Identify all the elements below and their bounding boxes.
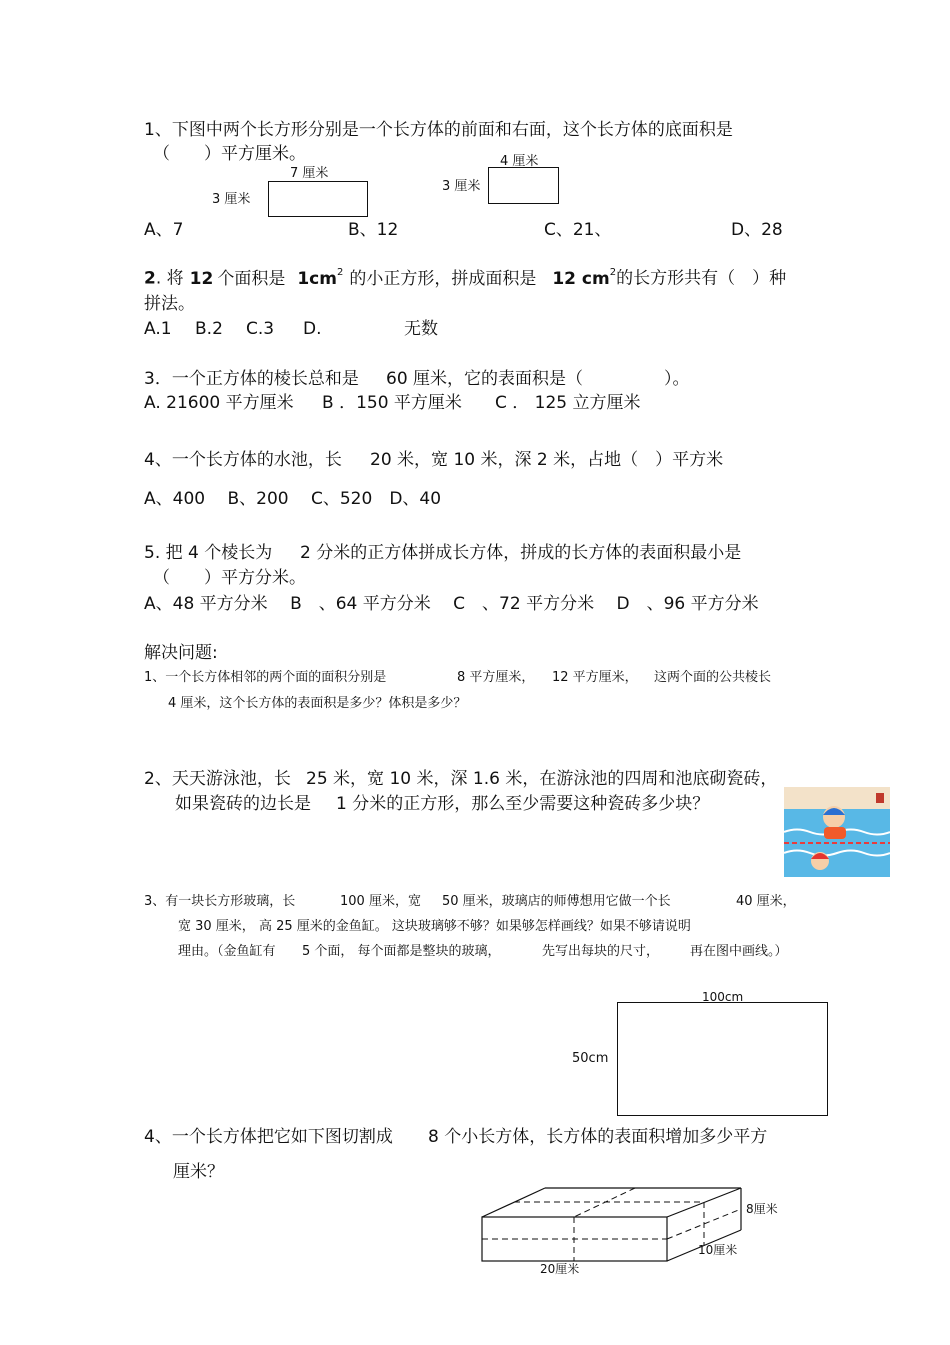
q2-number: 2 <box>144 268 156 289</box>
q2-option-d: D. <box>303 319 322 339</box>
q2-part1: . 将 <box>155 268 184 289</box>
q1-fig1-left-label: 3 厘米 <box>212 192 251 207</box>
q4-options: A、400 B、200 C、520 D、40 <box>144 489 442 509</box>
q2-unit2: 12 cm <box>552 268 610 289</box>
q2-sup2: 2 <box>609 267 617 278</box>
q2-option-d-text: 无数 <box>404 319 438 339</box>
p4-height-label: 8厘米 <box>746 1202 778 1216</box>
q1-option-d: D、28 <box>731 220 783 240</box>
q1-line1: 1、下图中两个长方形分别是一个长方体的前面和右面，这个长方体的底面积是 <box>144 120 733 140</box>
p2-line2b: 1 分米的正方形，那么至少需要这种瓷砖多少块？ <box>336 794 710 814</box>
q5-options: A、48 平方分米 B 、64 平方分米 C 、72 平方分米 D 、96 平方分米 <box>144 594 759 614</box>
q1-option-a: A、7 <box>144 220 184 240</box>
p2-line1b: 25 米，宽 10 米，深 1.6 米，在游泳池的四周和池底砌瓷砖， <box>306 769 778 789</box>
q5-line2: （ ）平方分米。 <box>153 568 306 588</box>
p1-line2: 4 厘米，这个长方体的表面积是多少？体积是多少？ <box>168 696 467 711</box>
swimming-pool-image <box>784 787 890 877</box>
q3-line1b: 60 厘米，它的表面积是（ <box>386 369 584 389</box>
p3-line1b: 100 厘米，宽 <box>340 894 421 909</box>
p3-line1c: 50 厘米，玻璃店的师傅想用它做一个长 <box>442 894 671 909</box>
p4-width-label: 10厘米 <box>698 1243 738 1257</box>
p4-line2: 厘米？ <box>173 1162 224 1182</box>
p3-line1d: 40 厘米， <box>736 894 796 909</box>
q2-sup1: 2 <box>336 267 344 278</box>
q2-part4: 的长方形共有（ ）种 <box>616 268 787 289</box>
q3-option-a: A. 21600 平方厘米 <box>144 393 294 413</box>
q3-option-b: B ．150 平方厘米 <box>322 393 462 413</box>
q3-option-c: C ． 125 立方厘米 <box>495 393 641 413</box>
p3-glass-width-label: 100cm <box>702 990 744 1004</box>
q1-fig2-left-label: 3 厘米 <box>442 179 481 194</box>
q1-line2: （ ）平方厘米。 <box>153 144 306 164</box>
q1-option-b: B、12 <box>348 220 399 240</box>
p3-line3a: 理由。（金鱼缸有 <box>178 944 276 959</box>
q1-front-rectangle <box>268 181 368 217</box>
p4-line1a: 4、一个长方体把它如下图切割成 <box>144 1127 393 1147</box>
q2-option-a: A.1 <box>144 319 172 339</box>
p3-glass-height-label: 50cm <box>572 1051 609 1066</box>
q3-line1c: ）。 <box>664 369 690 389</box>
p1-line1c: 12 平方厘米， <box>552 670 638 685</box>
q3-line1a: 3．一个正方体的棱长总和是 <box>144 369 359 389</box>
q2-count: 12 <box>189 268 214 289</box>
q5-line1a: 5. 把 4 个棱长为 <box>144 543 273 563</box>
p2-line2a: 如果瓷砖的边长是 <box>175 794 311 814</box>
p1-line1d: 这两个面的公共棱长 <box>654 670 772 685</box>
q2-option-b: B.2 <box>195 319 223 339</box>
p1-line1b: 8 平方厘米， <box>457 670 535 685</box>
q4-line1b: 20 米，宽 10 米，深 2 米，占地（ ）平方米 <box>370 450 724 470</box>
q1-option-c: C、21、 <box>544 220 612 240</box>
p4-line1b: 8 个小长方体，长方体的表面积增加多少平方 <box>428 1127 768 1147</box>
p3-line1a: 3、有一块长方形玻璃，长 <box>144 894 296 909</box>
q2-part2: 个面积是 <box>217 268 286 289</box>
cuboid-cut-diagram <box>470 1180 800 1280</box>
q4-line1a: 4、一个长方体的水池，长 <box>144 450 342 470</box>
q2-line1 <box>144 267 787 289</box>
q2-line2: 拼法。 <box>144 294 195 314</box>
q2-part3: 的小正方形，拼成面积是 <box>349 268 537 289</box>
p4-length-label: 20厘米 <box>540 1262 580 1276</box>
p1-line1a: 1、一个长方体相邻的两个面的面积分别是 <box>144 670 387 685</box>
q1-fig2-top-label: 4 厘米 <box>500 154 539 169</box>
section-title: 解决问题: <box>144 643 218 663</box>
q5-line1b: 2 分米的正方体拼成长方体，拼成的长方体的表面积最小是 <box>300 543 742 563</box>
p3-line3c: 先写出每块的尺寸， <box>542 944 660 959</box>
p3-line3b: 5 个面， 每个面都是整块的玻璃， <box>302 944 501 959</box>
q1-right-rectangle <box>488 167 559 204</box>
p3-line3d: 再在图中画线。） <box>690 944 788 959</box>
p2-line1a: 2、天天游泳池，长 <box>144 769 291 789</box>
q1-fig1-top-label: 7 厘米 <box>290 166 329 181</box>
q2-option-c: C.3 <box>246 319 275 339</box>
q2-unit1: 1cm <box>297 268 337 289</box>
p3-line2: 宽 30 厘米， 高 25 厘米的金鱼缸。 这块玻璃够不够？如果够怎样画线？如果不够请说明 <box>178 919 691 934</box>
p3-glass-rectangle <box>617 1002 828 1116</box>
